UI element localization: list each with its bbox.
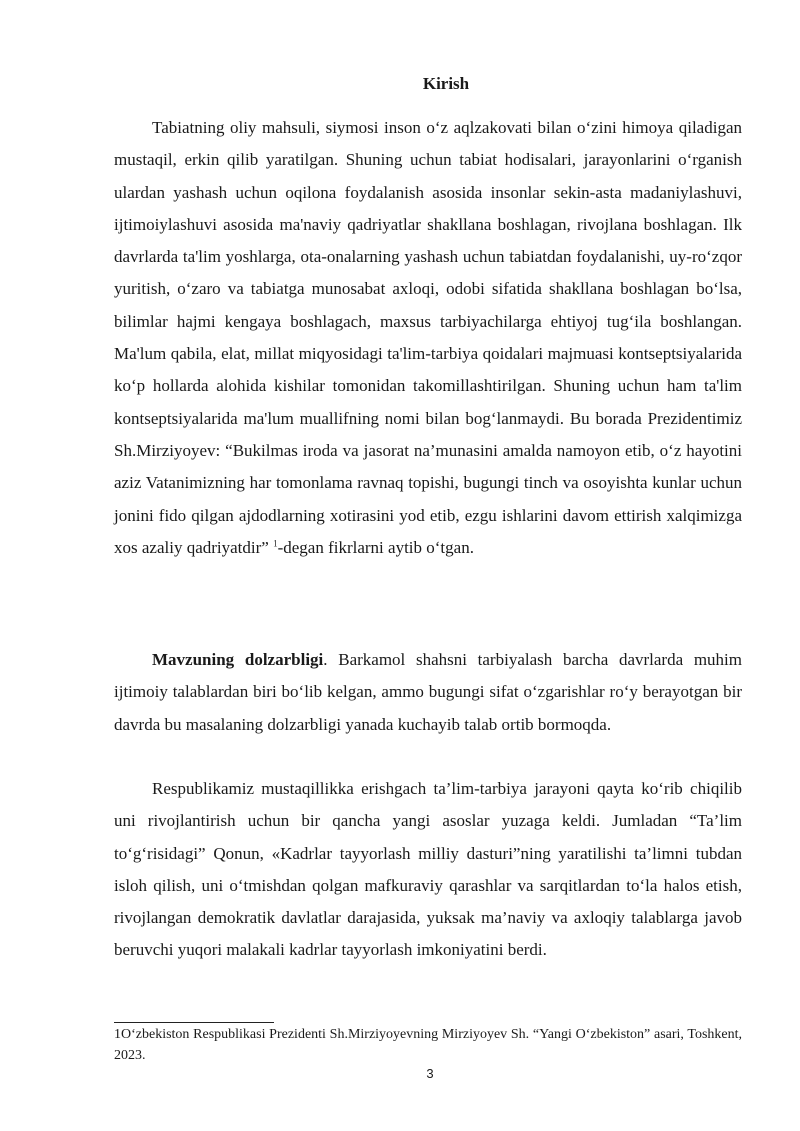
republic-paragraph: Respublikamiz mustaqillikka erishgach ta’lim-tarbiya jarayoni qayta ko‘rib chiqilib uni rivojlantirish uchun bir qancha yangi asoslar yuzaga keldi. Jumladan “Ta’lim to‘g‘risidagi” Qonun, «Kadrlar tayyorlash milliy dasturi”ning yaratilishi ta’limni tubdan isloh qilish, uni o‘tmishdan qolgan mafkuraviy qarashlar va sarqitlardan to‘la halos etish, rivojlangan demokratik davlatlar darajasida, yuksak ma’naviy va axloqiy talablarga javob beruvchi yuqori malakali kadrlar tayyorlash imkoniyatini berdi. (114, 779, 742, 960)
relevance-label: Mavzuning dolzarbligi (152, 650, 324, 669)
footnote-reference[interactable]: 1 (273, 538, 278, 549)
relevance-text: . Barkamol shahsni tarbiyalash barcha davrlarda muhim ijtimoiy talablardan biri bo‘lib kelgan, ammo bugungi sifat o‘zgarishlar ro‘y berayotgan bir davrda bu masalaning dolzarbligi yanada kuchayib talab ortib bormoqda. (114, 650, 742, 734)
relevance-paragraph (114, 644, 742, 741)
section-heading: Kirish (422, 74, 470, 93)
intro-text: Tabiatning oliy mahsuli, siymosi inson o‘z aqlzakovati bilan o‘zini himoya qiladigan mustaqil, erkin qilib yaratilgan. Shuning uchun tabiat hodisalari, jarayonlarini o‘rganish ulardan yashash uchun oqilona foydalanish asosida insonlar sekin-asta madaniylashuvi, ijtimoiylashuvi asosida ma'naviy qadriyatlar shakllana boshlagan, rivojlana boshlagan. Ilk davrlarda ta'lim yoshlarga, ota-onalarning yashash uchun tabiatdan foydalanishi, uy-ro‘zqor yuritish, o‘zaro va tabiatga munosabat axloqi, odobi sifatida shakllana boshlagan bo‘lsa, bilimlar hajmi kengaya boshlagach, maxsus tarbiyachilarga ehtiyoj tug‘ila boshlangan. Ma'lum qabila, elat, millat miqyosidagi ta'lim-tarbiya qoidalari majmuasi kontseptsiyalarida ko‘p hollarda alohida kishilar tomonidan takomillashtirilgan. Shuning uchun ham ta'lim kontseptsiyalarida ma'lum muallifning nomi bilan bog‘lanmaydi. Bu borada Prezidentimiz Sh.Mirziyoyev: “Bukilmas iroda va jasorat na’munasini amalda namoyon etib, o‘z hayotini aziz Vatanimizning har tomonlama ravnaq topishi, bugungi tinch va osoyishta kunlar uchun jonini fido qilgan ajdodlarning xotirasini yod etib, ezgu ishlarini davom ettirish xalqimizga xos azaliy qadriyatdir” (114, 118, 742, 557)
footnote-divider (114, 1022, 274, 1023)
page-number: 3 (426, 1066, 434, 1081)
intro-section (114, 112, 742, 564)
republic-section (114, 773, 742, 967)
intro-paragraph (114, 112, 742, 564)
relevance-section (114, 644, 742, 741)
footnote: 1O‘zbekiston Respublikasi Prezidenti Sh.Mirziyoyevning Mirziyoyev Sh. “Yangi O‘zbekiston” asari, Toshkent, 2023. (114, 1027, 742, 1063)
intro-text-end: -degan fikrlarni aytib o‘tgan. (277, 537, 474, 557)
